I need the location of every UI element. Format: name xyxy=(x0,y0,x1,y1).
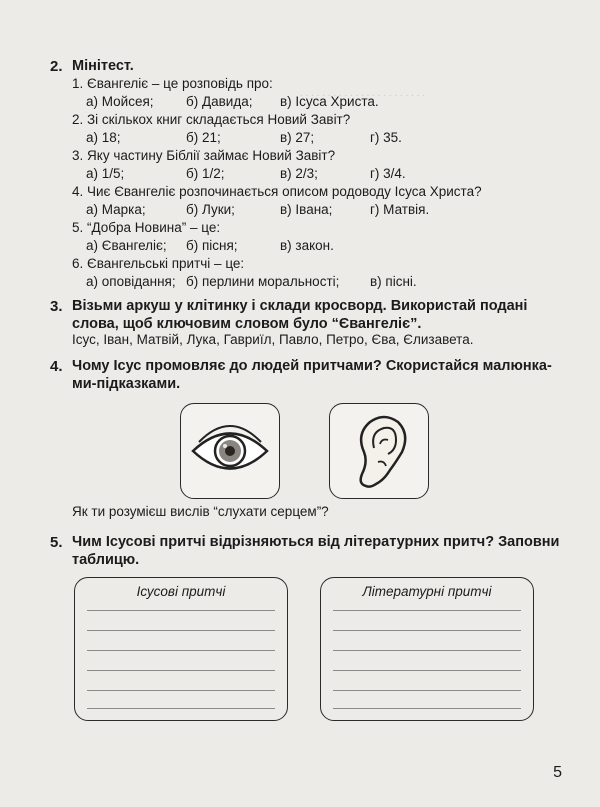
section-3-title-line2: слова, щоб ключовим словом було “Євангеліє”. xyxy=(72,316,422,332)
ear-icon xyxy=(330,404,428,498)
q3-option-c: в) 2/3; xyxy=(280,166,318,181)
section-5-title-line1: Чим Ісусові притчі відрізняються від літературних притч? Заповни xyxy=(72,534,560,550)
page-number: 5 xyxy=(553,764,562,781)
answer-line[interactable] xyxy=(333,630,521,631)
q5-text: 5. “Добра Новина” – це: xyxy=(72,220,221,235)
answer-line[interactable] xyxy=(87,670,275,671)
table-header-literary-parables: Літературні притчі xyxy=(362,584,492,599)
q1-option-b: б) Давида; xyxy=(186,94,253,109)
bleed-through: . . . . . . . . . . . . . . . . . . . . . . . xyxy=(300,88,426,99)
section-5-title-line2: таблицю. xyxy=(72,552,140,568)
section-2-title: Мінітест. xyxy=(72,58,134,74)
section-5-number: 5. xyxy=(50,534,63,551)
q4-option-b: б) Луки; xyxy=(186,202,235,217)
q4-option-a: а) Марка; xyxy=(86,202,146,217)
eye-icon xyxy=(181,404,279,498)
q3-option-b: б) 1/2; xyxy=(186,166,225,181)
table-column-literary-parables xyxy=(320,577,534,721)
answer-line[interactable] xyxy=(333,690,521,691)
q4-option-d: г) Матвія. xyxy=(370,202,430,217)
answer-line[interactable] xyxy=(333,708,521,709)
q1-option-a: а) Мойсея; xyxy=(86,94,154,109)
q3-option-d: г) 3/4. xyxy=(370,166,406,181)
section-4-number: 4. xyxy=(50,358,63,375)
q3-text: 3. Яку частину Біблії займає Новий Завіт? xyxy=(72,148,336,163)
answer-line[interactable] xyxy=(333,650,521,651)
q2-text: 2. Зі скількох книг складається Новий Завіт? xyxy=(72,112,351,127)
table-header-jesus-parables: Ісусові притчі xyxy=(136,584,226,599)
answer-line[interactable] xyxy=(87,708,275,709)
answer-line[interactable] xyxy=(87,610,275,611)
q6-option-b: б) перлини моральності; xyxy=(186,274,340,289)
q6-option-c: в) пісні. xyxy=(370,274,417,289)
q1-option-c: в) Ісуса Христа. xyxy=(280,94,379,109)
answer-line[interactable] xyxy=(87,650,275,651)
answer-line[interactable] xyxy=(333,610,521,611)
q6-option-a: а) оповідання; xyxy=(86,274,176,289)
q2-option-d: г) 35. xyxy=(370,130,402,145)
q1-text: 1. Євангеліє – це розповідь про: xyxy=(72,76,273,91)
q5-option-a: а) Євангеліє; xyxy=(86,238,167,253)
section-3-number: 3. xyxy=(50,298,63,315)
q3-option-a: а) 1/5; xyxy=(86,166,125,181)
answer-line[interactable] xyxy=(87,630,275,631)
q5-option-c: в) закон. xyxy=(280,238,334,253)
answer-line[interactable] xyxy=(333,670,521,671)
section-3-words: Ісус, Іван, Матвій, Лука, Гавриїл, Павло, Петро, Єва, Єлизавета. xyxy=(72,332,474,347)
table-column-jesus-parables xyxy=(74,577,288,721)
q2-option-a: а) 18; xyxy=(86,130,121,145)
q4-option-c: в) Івана; xyxy=(280,202,333,217)
section-2-number: 2. xyxy=(50,58,63,75)
section-4-title-line2: ми-підказками. xyxy=(72,376,181,392)
q4-text: 4. Чиє Євангеліє розпочинається описом родоводу Ісуса Христа? xyxy=(72,184,482,199)
q2-option-b: б) 21; xyxy=(186,130,221,145)
q6-text: 6. Євангельські притчі – це: xyxy=(72,256,245,271)
ear-picture-frame xyxy=(329,403,429,499)
section-4-title-line1: Чому Ісус промовляє до людей притчами? Скористайся малюнка- xyxy=(72,358,552,374)
q5-option-b: б) пісня; xyxy=(186,238,238,253)
answer-line[interactable] xyxy=(87,690,275,691)
section-3-title-line1: Візьми аркуш у клітинку і склади кросворд. Використай подані xyxy=(72,298,528,314)
q2-option-c: в) 27; xyxy=(280,130,315,145)
section-4-question: Як ти розумієш вислів “слухати серцем”? xyxy=(72,504,329,519)
eye-picture-frame xyxy=(180,403,280,499)
